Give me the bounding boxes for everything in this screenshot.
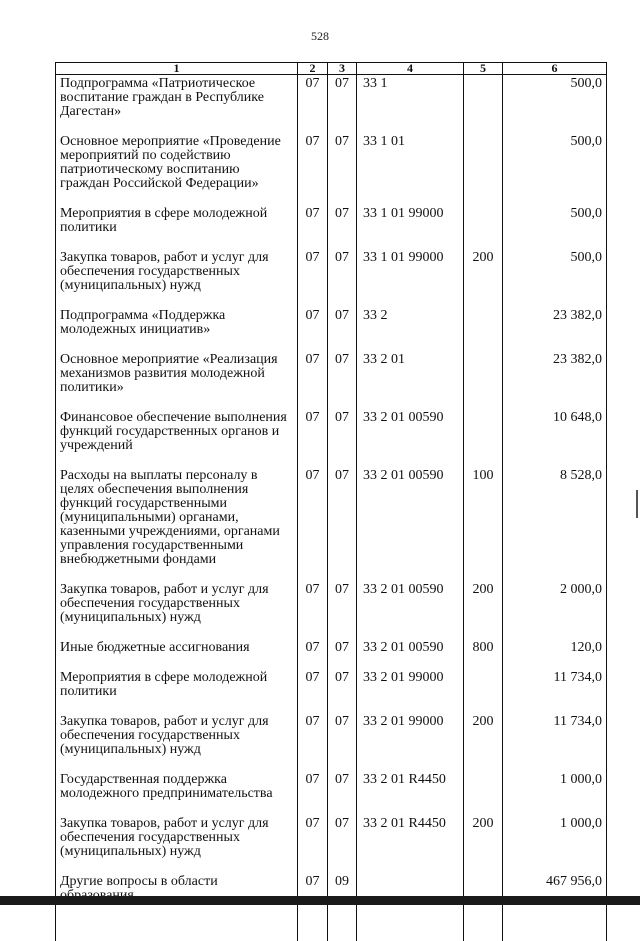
- row-target-article: 33 2 01 00590: [357, 467, 464, 581]
- row-name: Закупка товаров, работ и услуг для обеспечения государственных (муниципальных) нужд: [56, 713, 298, 771]
- table-row: [56, 75, 607, 134]
- row-amount: 11 734,0: [503, 713, 607, 771]
- row-section: 07: [298, 205, 328, 249]
- row-subsection: 07: [328, 307, 357, 351]
- header-col-5: 5: [464, 63, 503, 75]
- table-row: [56, 581, 607, 639]
- row-target-article: 33 2: [357, 307, 464, 351]
- row-amount: 467 956,0: [503, 873, 607, 917]
- filler-cell: [298, 917, 328, 941]
- row-target-article: 33 2 01: [357, 351, 464, 409]
- row-expense-type: [464, 205, 503, 249]
- row-target-article: 33 2 01 00590: [357, 581, 464, 639]
- row-subsection: 07: [328, 467, 357, 581]
- row-expense-type: [464, 409, 503, 467]
- row-section: 07: [298, 133, 328, 205]
- row-expense-type: 200: [464, 713, 503, 771]
- table-header: [56, 63, 607, 75]
- header-col-3: 3: [328, 63, 357, 75]
- row-expense-type: [464, 771, 503, 815]
- row-amount: 11 734,0: [503, 669, 607, 713]
- row-section: 07: [298, 409, 328, 467]
- row-section: 07: [298, 639, 328, 669]
- row-section: 07: [298, 815, 328, 873]
- row-amount: 1 000,0: [503, 771, 607, 815]
- row-target-article: 33 2 01 R4450: [357, 815, 464, 873]
- filler-cell: [503, 917, 607, 941]
- table-row: [56, 815, 607, 873]
- row-expense-type: [464, 873, 503, 917]
- row-section: 07: [298, 351, 328, 409]
- table-row: [56, 307, 607, 351]
- row-subsection: 07: [328, 351, 357, 409]
- table-row: [56, 249, 607, 307]
- table-row: [56, 873, 607, 917]
- row-subsection: 07: [328, 249, 357, 307]
- row-section: 07: [298, 467, 328, 581]
- budget-table: [55, 62, 607, 941]
- scan-edge: [0, 896, 640, 905]
- table-row: [56, 639, 607, 669]
- row-target-article: 33 2 01 R4450: [357, 771, 464, 815]
- row-target-article: 33 2 01 99000: [357, 669, 464, 713]
- table-row: [56, 669, 607, 713]
- table-row: [56, 713, 607, 771]
- row-target-article: 33 1: [357, 75, 464, 134]
- row-target-article: 33 2 01 99000: [357, 713, 464, 771]
- row-amount: 500,0: [503, 133, 607, 205]
- row-amount: 2 000,0: [503, 581, 607, 639]
- row-expense-type: 800: [464, 639, 503, 669]
- table-row: [56, 409, 607, 467]
- row-subsection: 07: [328, 713, 357, 771]
- row-amount: 23 382,0: [503, 351, 607, 409]
- row-name: Финансовое обеспечение выполнения функций государственных органов и учреждений: [56, 409, 298, 467]
- row-section: 07: [298, 249, 328, 307]
- row-subsection: 07: [328, 205, 357, 249]
- row-amount: 500,0: [503, 205, 607, 249]
- row-subsection: 07: [328, 815, 357, 873]
- table-row: [56, 467, 607, 581]
- row-name: Закупка товаров, работ и услуг для обеспечения государственных (муниципальных) нужд: [56, 815, 298, 873]
- row-amount: 120,0: [503, 639, 607, 669]
- row-expense-type: [464, 351, 503, 409]
- row-target-article: 33 1 01: [357, 133, 464, 205]
- row-section: 07: [298, 713, 328, 771]
- filler-cell: [328, 917, 357, 941]
- row-name: Подпрограмма «Патриотическое воспитание граждан в Республике Дагестан»: [56, 75, 298, 134]
- row-name: Основное мероприятие «Проведение мероприятий по содействию патриотическому воспитанию граждан Российской Федерации»: [56, 133, 298, 205]
- row-expense-type: 100: [464, 467, 503, 581]
- table-row: [56, 771, 607, 815]
- row-expense-type: [464, 307, 503, 351]
- row-section: 07: [298, 75, 328, 134]
- header-col-1: 1: [56, 63, 298, 75]
- row-target-article: 33 1 01 99000: [357, 205, 464, 249]
- row-target-article: 33 2 01 00590: [357, 409, 464, 467]
- row-name: Закупка товаров, работ и услуг для обеспечения государственных (муниципальных) нужд: [56, 249, 298, 307]
- header-col-2: 2: [298, 63, 328, 75]
- row-expense-type: 200: [464, 581, 503, 639]
- page-number: 528: [0, 29, 640, 44]
- table-row: [56, 133, 607, 205]
- row-name: Мероприятия в сфере молодежной политики: [56, 205, 298, 249]
- scan-mark: [636, 490, 638, 518]
- row-name: Государственная поддержка молодежного предпринимательства: [56, 771, 298, 815]
- row-subsection: 07: [328, 409, 357, 467]
- row-subsection: 07: [328, 669, 357, 713]
- row-name: Подпрограмма «Поддержка молодежных инициатив»: [56, 307, 298, 351]
- row-section: 07: [298, 771, 328, 815]
- row-expense-type: [464, 75, 503, 134]
- row-name: Мероприятия в сфере молодежной политики: [56, 669, 298, 713]
- row-target-article: [357, 873, 464, 917]
- row-section: 07: [298, 307, 328, 351]
- filler-cell: [56, 917, 298, 941]
- row-amount: 10 648,0: [503, 409, 607, 467]
- header-col-6: 6: [503, 63, 607, 75]
- filler-cell: [464, 917, 503, 941]
- row-expense-type: [464, 669, 503, 713]
- row-amount: 500,0: [503, 249, 607, 307]
- table-filler-row: [56, 917, 607, 941]
- table-body: [56, 75, 607, 941]
- row-target-article: 33 1 01 99000: [357, 249, 464, 307]
- row-subsection: 07: [328, 771, 357, 815]
- row-expense-type: 200: [464, 249, 503, 307]
- table-row: [56, 351, 607, 409]
- header-row: [56, 63, 607, 75]
- row-name: Другие вопросы в области: [56, 873, 298, 917]
- row-name: Иные бюджетные ассигнования: [56, 639, 298, 669]
- row-section: 07: [298, 873, 328, 917]
- row-amount: 8 528,0: [503, 467, 607, 581]
- row-subsection: 07: [328, 133, 357, 205]
- row-amount: 1 000,0: [503, 815, 607, 873]
- row-expense-type: 200: [464, 815, 503, 873]
- row-name: Расходы на выплаты персоналу в целях обеспечения выполнения функций государственными (муниципальными) органами, казенными учреждениями, органами управления государственными внебюджетными фондами: [56, 467, 298, 581]
- row-subsection: 07: [328, 75, 357, 134]
- row-subsection: 07: [328, 581, 357, 639]
- row-section: 07: [298, 581, 328, 639]
- row-name: Основное мероприятие «Реализация механизмов развития молодежной политики»: [56, 351, 298, 409]
- table-row: [56, 205, 607, 249]
- row-name: Закупка товаров, работ и услуг для обеспечения государственных (муниципальных) нужд: [56, 581, 298, 639]
- row-amount: 500,0: [503, 75, 607, 134]
- header-col-4: 4: [357, 63, 464, 75]
- row-subsection: 07: [328, 639, 357, 669]
- row-target-article: 33 2 01 00590: [357, 639, 464, 669]
- filler-cell: [357, 917, 464, 941]
- row-amount: 23 382,0: [503, 307, 607, 351]
- row-subsection: 09: [328, 873, 357, 917]
- row-expense-type: [464, 133, 503, 205]
- row-section: 07: [298, 669, 328, 713]
